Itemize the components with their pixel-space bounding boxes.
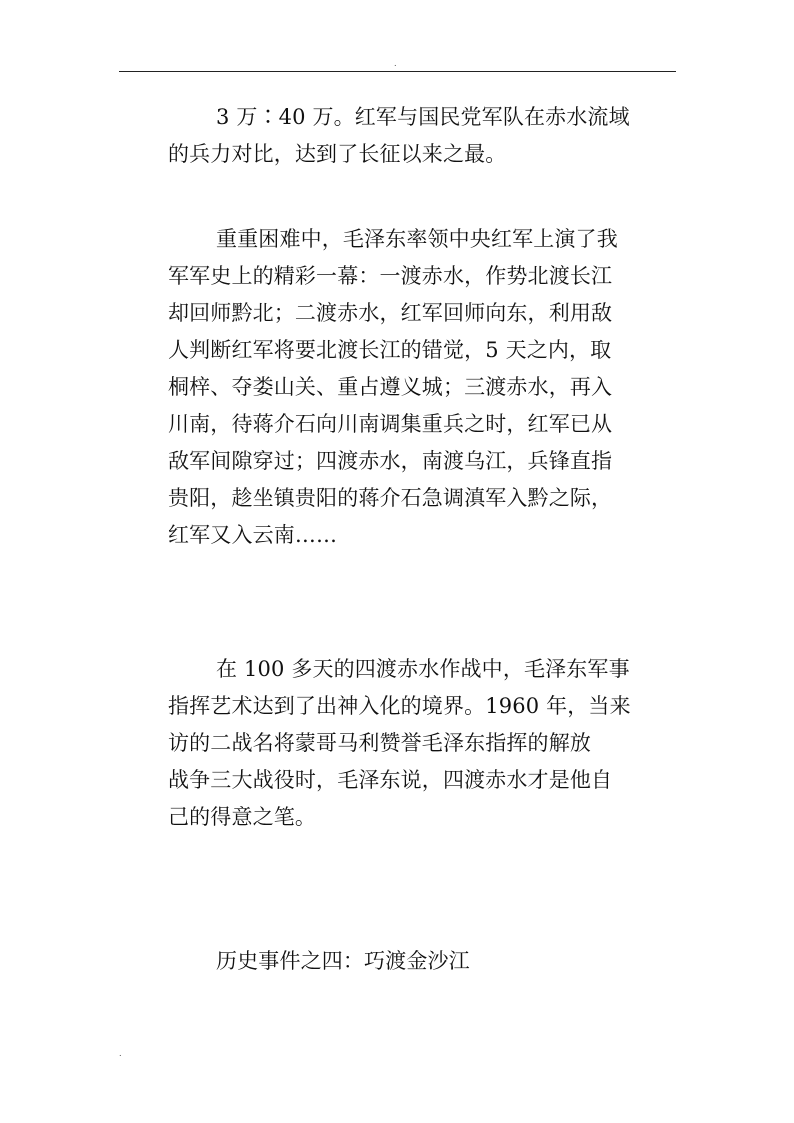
text-line: 战争三大战役时，毛泽东说，四渡赤水才是他自 <box>168 768 613 792</box>
text-line: 3 万∶40 万。红军与国民党军队在赤水流域 <box>216 105 630 129</box>
text-line: 己的得意之笔。 <box>168 805 317 829</box>
section-heading <box>0 948 794 978</box>
text-line: 红军又入云南…… <box>168 523 338 547</box>
header-rule <box>119 71 676 72</box>
header-mark: . <box>394 59 397 68</box>
text-line: 访的二战名将蒙哥马利赞誉毛泽东指挥的解放 <box>168 731 591 755</box>
text-line: 却回师黔北；二渡赤水，红军回师向东，利用敌 <box>168 301 613 325</box>
text-line: 人判断红军将要北渡长江的错觉，5 天之内，取 <box>168 338 612 362</box>
text-line: 重重困难中，毛泽东率领中央红军上演了我 <box>216 227 618 251</box>
text-line: 指挥艺术达到了出神入化的境界。1960 年，当来 <box>168 694 631 718</box>
text-line: 川南，待蒋介石向川南调集重兵之时，红军已从 <box>168 412 613 436</box>
footer-mark: . <box>119 1049 122 1058</box>
text-line: 的兵力对比，达到了长征以来之最。 <box>168 142 507 166</box>
paragraph-1 <box>0 104 794 164</box>
text-line: 历史事件之四：巧渡金沙江 <box>216 949 470 973</box>
text-line: 贵阳，趁坐镇贵阳的蒋介石急调滇军入黔之际， <box>168 486 613 510</box>
paragraph-2 <box>0 226 794 566</box>
text-line: 军军史上的精彩一幕：一渡赤水，作势北渡长江 <box>168 264 613 288</box>
text-line: 敌军间隙穿过；四渡赤水，南渡乌江，兵锋直指 <box>168 449 613 473</box>
text-line: 桐梓、夺娄山关、重占遵义城；三渡赤水，再入 <box>168 375 613 399</box>
text-line: 在 100 多天的四渡赤水作战中，毛泽东军事 <box>216 657 630 681</box>
paragraph-3 <box>0 656 794 846</box>
